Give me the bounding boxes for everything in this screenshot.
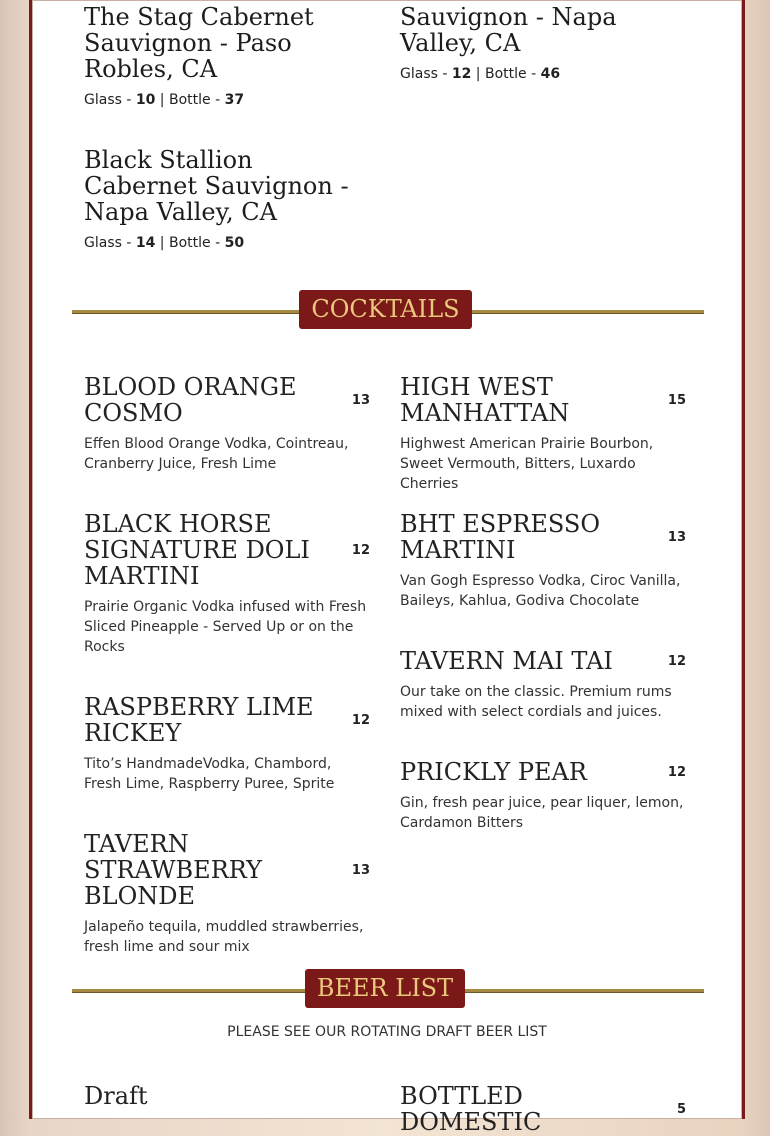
cocktail-description: Tito’s HandmadeVodka, Chambord, Fresh Lime, Raspberry Puree, Sprite (84, 756, 335, 792)
wine-item (84, 4, 370, 108)
cocktail-item (84, 694, 370, 794)
cocktail-price: 12 (667, 764, 686, 780)
glass-price: 10 (135, 92, 156, 108)
bottle-price: 50 (224, 235, 245, 251)
cocktail-name: RASPBERRY LIME RICKEY (84, 693, 314, 747)
wine-item (400, 4, 700, 82)
cocktail-price: 13 (351, 862, 370, 878)
cocktail-description: Highwest American Prairie Bourbon, Sweet Vermouth, Bitters, Luxardo Cherries (400, 436, 654, 492)
wine-title: The Stag Cabernet Sauvignon - Paso Robles, CA (84, 3, 314, 83)
beer-price: 5 (676, 1101, 686, 1117)
cocktail-item (400, 648, 686, 722)
cocktail-item (400, 374, 686, 494)
cocktail-price: 13 (667, 529, 686, 545)
cocktail-description: Our take on the classic. Premium rums mixed with select cordials and juices. (400, 684, 672, 720)
beer-item (400, 1083, 686, 1135)
glass-price: 14 (135, 235, 156, 251)
cocktail-item (400, 511, 686, 611)
cocktail-item (84, 831, 370, 957)
cocktail-item (84, 374, 370, 474)
glass-price: 12 (451, 66, 472, 82)
cocktail-name: PRICKLY PEAR (400, 758, 587, 786)
bottle-price: 46 (540, 66, 561, 82)
wine-price-line (400, 66, 700, 82)
menu-panel (29, 0, 745, 1136)
cocktail-price: 12 (667, 653, 686, 669)
bottle-price: 37 (224, 92, 245, 108)
wine-title: Sauvignon - Napa Valley, CA (400, 3, 617, 57)
cocktail-price: 13 (351, 392, 370, 408)
beer-list-note: PLEASE SEE OUR ROTATING DRAFT BEER LIST (227, 1024, 547, 1040)
beer-item (84, 1083, 370, 1109)
cocktail-price: 15 (667, 392, 686, 408)
cocktail-item (400, 759, 686, 833)
cocktail-description: Prairie Organic Vodka infused with Fresh Sliced Pineapple - Served Up or on the Rocks (84, 599, 367, 655)
cocktail-name: BHT ESPRESSO MARTINI (400, 510, 601, 564)
wine-price-line (84, 92, 370, 108)
bottle-label: | Bottle - (471, 66, 541, 82)
beer-list-heading: BEER LIST (305, 969, 465, 1008)
bottle-label: | Bottle - (155, 235, 225, 251)
cocktail-description: Gin, fresh pear juice, pear liquer, lemon, Cardamon Bitters (400, 795, 684, 831)
beer-name: Draft (84, 1082, 148, 1110)
cocktail-description: Jalapeño tequila, muddled strawberries, fresh lime and sour mix (84, 919, 364, 955)
bottle-label: | Bottle - (155, 92, 225, 108)
cocktail-name: BLACK HORSE SIGNATURE DOLI MARTINI (84, 510, 310, 590)
glass-label: Glass - (84, 235, 136, 251)
beer-name: BOTTLED DOMESTIC (400, 1082, 542, 1136)
cocktail-item (84, 511, 370, 657)
cocktail-description: Effen Blood Orange Vodka, Cointreau, Cranberry Juice, Fresh Lime (84, 436, 349, 472)
cocktail-description: Van Gogh Espresso Vodka, Ciroc Vanilla, Baileys, Kahlua, Godiva Chocolate (400, 573, 681, 609)
cocktail-name: TAVERN MAI TAI (400, 647, 613, 675)
wine-item (84, 147, 370, 251)
cocktail-price: 12 (351, 712, 370, 728)
cocktail-name: BLOOD ORANGE COSMO (84, 373, 297, 427)
glass-label: Glass - (84, 92, 136, 108)
cocktail-name: HIGH WEST MANHATTAN (400, 373, 570, 427)
cocktails-heading: COCKTAILS (299, 290, 472, 329)
wine-price-line (84, 235, 370, 251)
cocktail-name: TAVERN STRAWBERRY BLONDE (84, 830, 262, 910)
glass-label: Glass - (400, 66, 452, 82)
cocktail-price: 12 (351, 542, 370, 558)
wine-title: Black Stallion Cabernet Sauvignon - Napa Valley, CA (84, 146, 349, 226)
